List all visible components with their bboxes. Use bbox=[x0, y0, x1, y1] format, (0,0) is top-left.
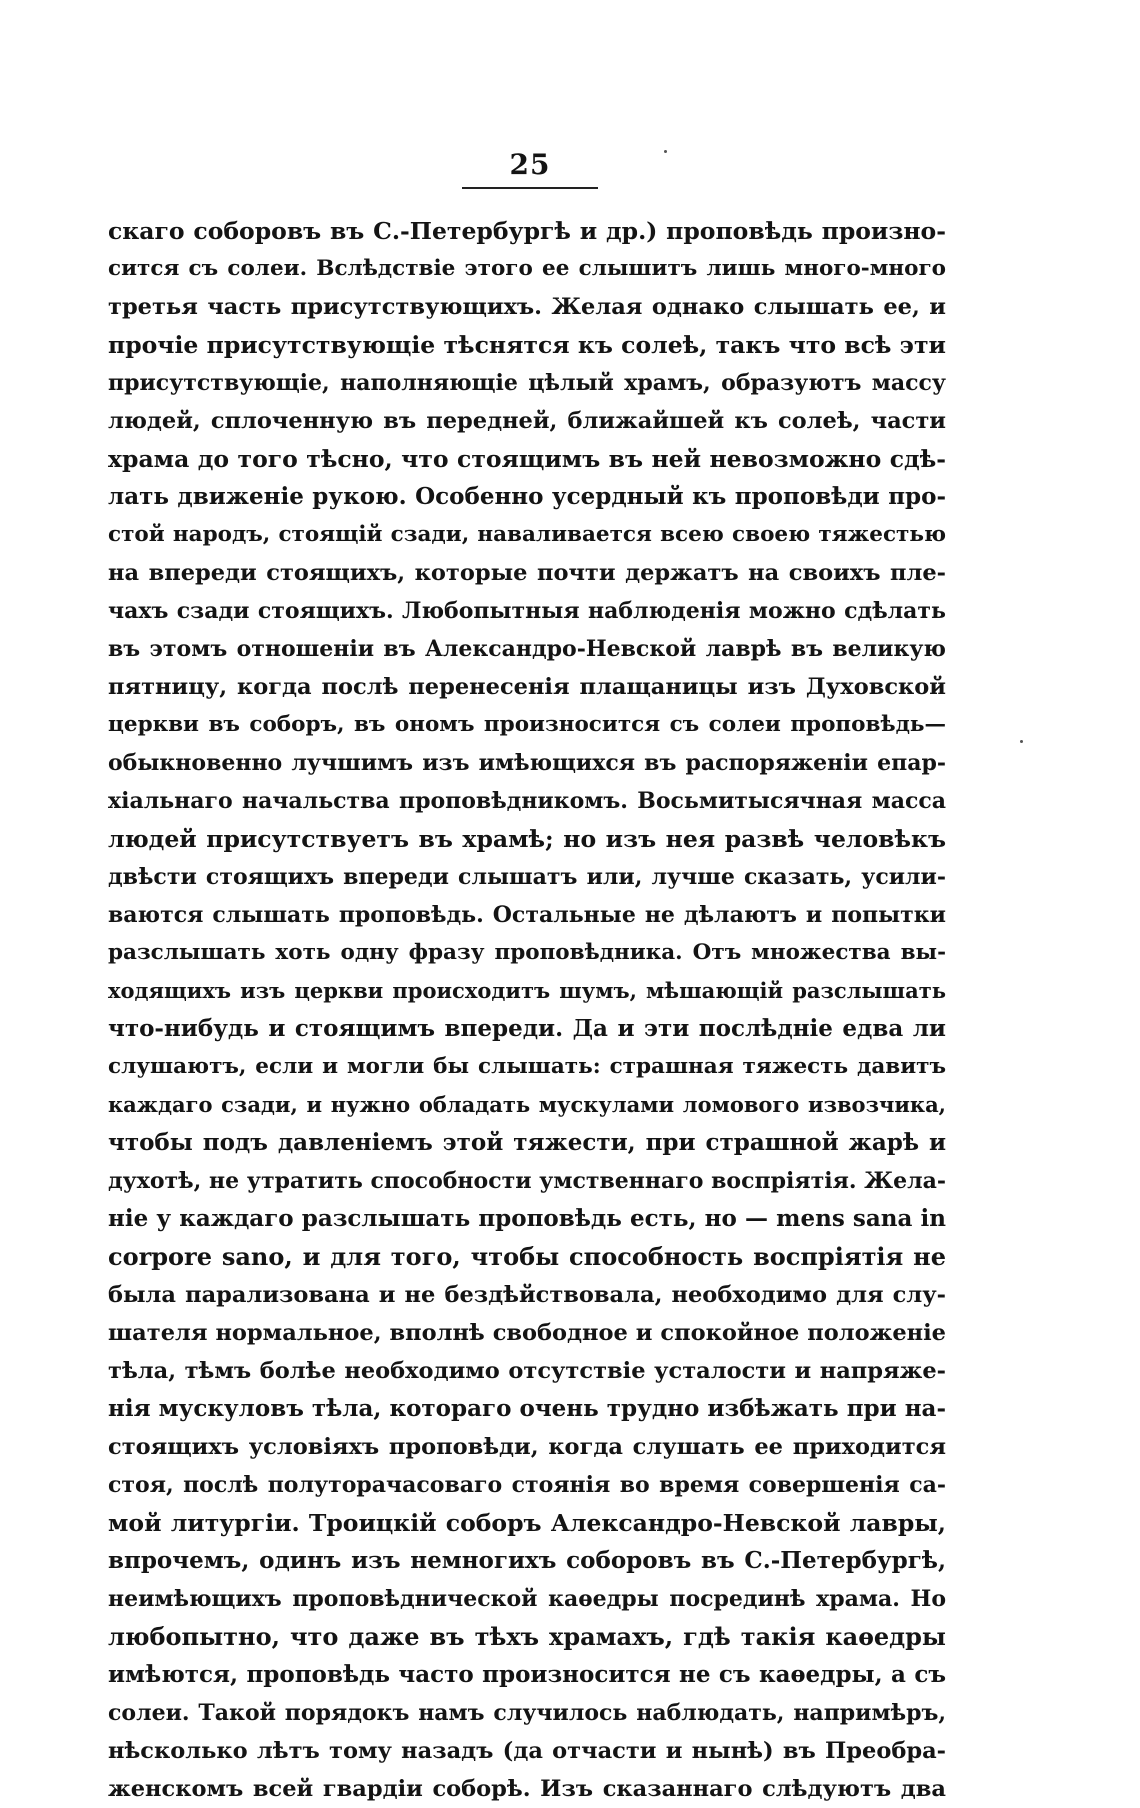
text-line: нѣсколько лѣтъ тому назадъ (да отчасти и нынѣ) въ Преобра- bbox=[108, 1738, 946, 1764]
text-line: каждаго сзади, и нужно обладать мускулами ломового извозчика, bbox=[108, 1092, 946, 1117]
text-line: стой народъ, стоящій сзади, наваливается всею своею тяжестью bbox=[108, 522, 946, 547]
print-speck bbox=[1020, 740, 1023, 743]
text-line: третья часть присутствующихъ. Желая однако слышать ее, и bbox=[108, 294, 946, 320]
body-text bbox=[108, 212, 946, 1808]
text-line: двѣсти стоящихъ впереди слышатъ или, лучше сказать, усили- bbox=[108, 864, 946, 890]
text-line: впрочемъ, одинъ изъ немногихъ соборовъ въ С.-Петербургѣ, bbox=[108, 1547, 946, 1574]
text-line: слушаютъ, если и могли бы слышать: страшная тяжесть давитъ bbox=[108, 1054, 946, 1079]
text-line: ваются слышать проповѣдь. Остальные не дѣлаютъ и попытки bbox=[108, 902, 946, 928]
text-line: солеи. Такой порядокъ намъ случилось наблюдать, напримѣръ, bbox=[108, 1700, 946, 1726]
text-line: пятницу, когда послѣ перенесенія плащаницы изъ Духовской bbox=[108, 674, 946, 700]
text-line: стоя, послѣ полуторачасоваго стоянія во время совершенія са- bbox=[108, 1472, 946, 1498]
text-line: разслышать хоть одну фразу проповѣдника. Отъ множества вы- bbox=[108, 940, 946, 965]
text-line: любопытно, что даже въ тѣхъ храмахъ, гдѣ такія каѳедры bbox=[108, 1622, 946, 1651]
text-line: присутствующіе, наполняющіе цѣлый храмъ, образуютъ массу bbox=[108, 370, 946, 396]
text-line: хіальнаго начальства проповѣдникомъ. Восьмитысячная масса bbox=[108, 788, 946, 814]
text-line: прочіе присутствующіе тѣснятся къ солеѣ, такъ что всѣ эти bbox=[108, 331, 946, 359]
text-line: стоящихъ условіяхъ проповѣди, когда слушать ее приходится bbox=[108, 1434, 946, 1460]
page-number-rule bbox=[462, 187, 598, 189]
page-number: 25 bbox=[509, 148, 551, 181]
text-line: церкви въ соборъ, въ ономъ произносится съ солеи проповѣдь— bbox=[108, 712, 946, 737]
text-line: обыкновенно лучшимъ изъ имѣющихся въ распоряженіи епар- bbox=[108, 750, 946, 776]
text-line: чтобы подъ давленіемъ этой тяжести, при страшной жарѣ и bbox=[108, 1129, 946, 1156]
text-line: была парализована и не бездѣйствовала, необходимо для слу- bbox=[108, 1282, 946, 1308]
text-line: лать движеніе рукою. Особенно усердный къ проповѣди про- bbox=[108, 483, 946, 510]
text-line: людей, сплоченную въ передней, ближайшей къ солеѣ, части bbox=[108, 408, 946, 434]
text-line: corpore sano, и для того, чтобы способность воспріятія не bbox=[108, 1242, 946, 1271]
text-line: шателя нормальное, вполнѣ свободное и спокойное положеніе bbox=[108, 1320, 946, 1346]
text-line: мой литургіи. Троицкій соборъ Александро-Невской лавры, bbox=[108, 1509, 946, 1537]
text-line: имѣются, проповѣдь часто произносится не съ каѳедры, а съ bbox=[108, 1661, 946, 1688]
text-line: ніе у каждаго разслышать проповѣдь есть, но — mens sana in bbox=[108, 1205, 946, 1232]
text-line: что-нибудь и стоящимъ впереди. Да и эти послѣдніе едва ли bbox=[108, 1015, 946, 1042]
text-line: духотѣ, не утратить способности умственнаго воспріятія. Жела- bbox=[108, 1168, 946, 1194]
text-line: храма до того тѣсно, что стоящимъ въ ней невозможно сдѣ- bbox=[108, 445, 946, 473]
text-line: людей присутствуетъ въ храмѣ; но изъ нея развѣ человѣкъ bbox=[108, 825, 946, 853]
text-line: на впереди стоящихъ, которые почти держатъ на своихъ пле- bbox=[108, 560, 946, 586]
print-speck bbox=[664, 150, 667, 153]
text-line: женскомъ всей гвардіи соборѣ. Изъ сказаннаго слѣдуютъ два bbox=[108, 1776, 946, 1802]
text-line: чахъ сзади стоящихъ. Любопытныя наблюденія можно сдѣлать bbox=[108, 598, 946, 624]
text-line: тѣла, тѣмъ болѣе необходимо отсутствіе усталости и напряже- bbox=[108, 1358, 946, 1384]
text-line: нія мускуловъ тѣла, котораго очень трудно избѣжать при на- bbox=[108, 1395, 946, 1422]
text-line: неимѣющихъ проповѣднической каѳедры посрединѣ храма. Но bbox=[108, 1586, 946, 1612]
text-line: ходящихъ изъ церкви происходитъ шумъ, мѣшающій разслышать bbox=[108, 978, 946, 1003]
text-line: въ этомъ отношеніи въ Александро-Невской лаврѣ въ великую bbox=[108, 636, 946, 662]
text-line: сится съ солеи. Вслѣдствіе этого ее слышитъ лишь много-много bbox=[108, 256, 946, 281]
text-line: скаго соборовъ въ С.-Петербургѣ и др.) проповѣдь произно- bbox=[108, 217, 946, 245]
